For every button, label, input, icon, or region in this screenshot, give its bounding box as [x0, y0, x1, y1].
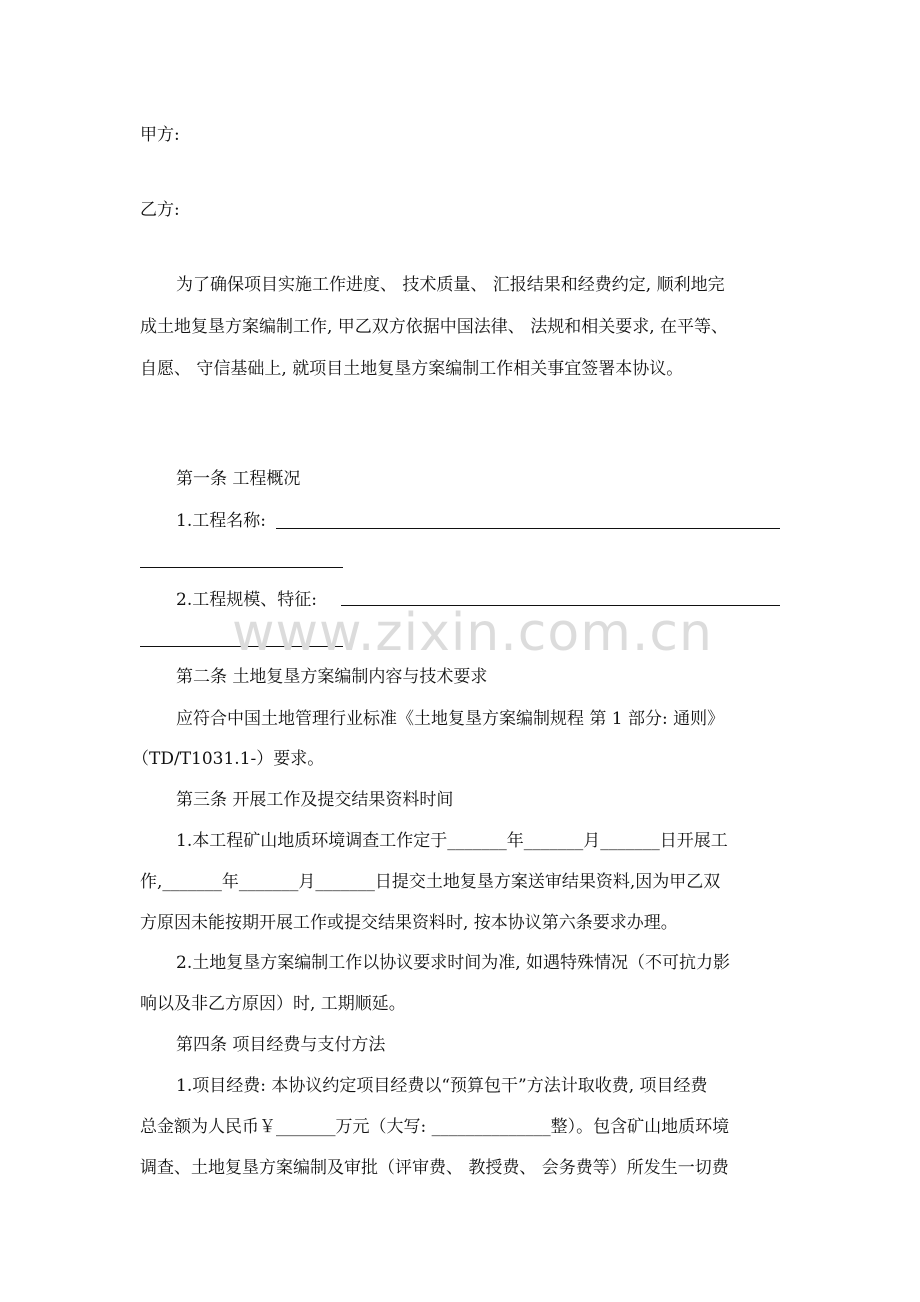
project-name-label: 1.工程名称:	[176, 511, 266, 531]
article-2-title: 第二条 土地复垦方案编制内容与技术要求	[176, 667, 488, 687]
project-name-blank	[276, 528, 780, 529]
article-1-title: 第一条 工程概况	[176, 469, 301, 489]
article-3-item-2-line-1: 2.土地复垦方案编制工作以协议要求时间为准, 如遇特殊情况（不可抗力影	[176, 953, 731, 973]
intro-line-3: 自愿、 守信基础上, 就项目土地复垦方案编制工作相关事宜签署本协议。	[140, 359, 684, 379]
article-3-item-1-line-2: 作,_______年_______月_______日提交土地复垦方案送审结果资料,因为甲乙双	[140, 872, 721, 892]
article-3-item-1-line-1: 1.本工程矿山地质环境调查工作定于_______年_______月_______日开展工	[176, 831, 728, 851]
project-scale-label: 2.工程规模、特征:	[176, 590, 317, 610]
article-3-title: 第三条 开展工作及提交结果资料时间	[176, 790, 454, 810]
watermark: www.zixin.com.cn	[232, 603, 713, 663]
article-2-line-2: （TD/T1031.1-）要求。	[132, 749, 325, 769]
party-b-label: 乙方:	[140, 200, 180, 220]
intro-line-2: 成土地复垦方案编制工作, 甲乙双方依据中国法律、 法规和相关要求, 在平等、	[140, 317, 729, 337]
project-name-blank-cont	[140, 567, 343, 568]
article-4-item-1-line-2: 总金额为人民币￥_______万元（大写: ______________整）。包含矿山地质环境	[140, 1117, 730, 1137]
article-3-item-2-line-2: 响以及非乙方原因）时, 工期顺延。	[140, 994, 406, 1014]
article-2-line-1: 应符合中国土地管理行业标准《土地复垦方案编制规程 第 1 部分: 通则》	[176, 709, 725, 729]
article-3-item-1-line-3: 方原因未能按期开展工作或提交结果资料时, 按本协议第六条要求办理。	[140, 913, 678, 933]
article-4-item-1-line-1: 1.项目经费: 本协议约定项目经费以“预算包干”方法计取收费, 项目经费	[176, 1076, 708, 1096]
article-4-item-1-line-3: 调查、土地复垦方案编制及审批（评审费、 教授费、 会务费等）所发生一切费	[140, 1158, 729, 1178]
article-4-title: 第四条 项目经费与支付方法	[176, 1035, 386, 1055]
intro-line-1: 为了确保项目实施工作进度、 技术质量、 汇报结果和经费约定, 顺利地完	[176, 275, 725, 295]
party-a-label: 甲方:	[140, 125, 180, 145]
